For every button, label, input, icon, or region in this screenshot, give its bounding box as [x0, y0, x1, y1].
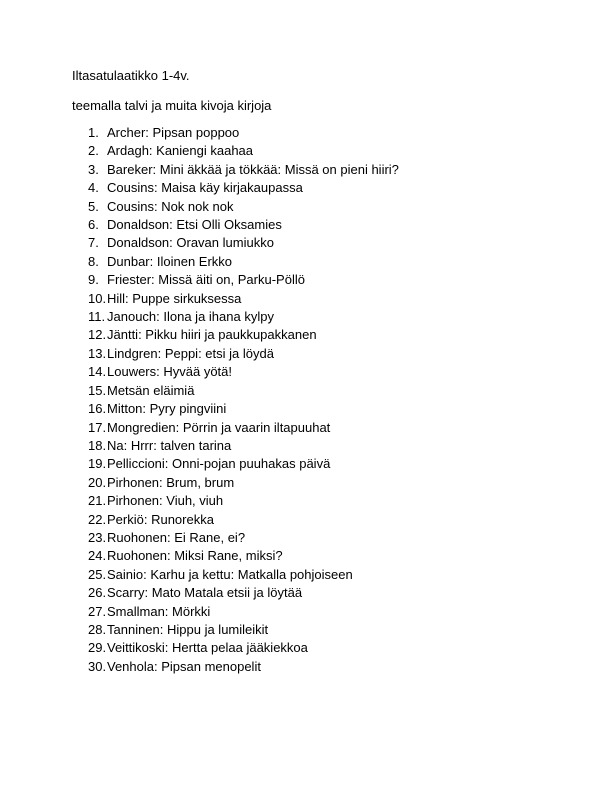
list-item [88, 566, 542, 584]
list-item [88, 455, 542, 473]
list-item-text: Donaldson: Oravan lumiukko [107, 235, 274, 251]
list-item-text: Pelliccioni: Onni-pojan puuhakas päivä [107, 456, 331, 472]
list-item [88, 363, 542, 381]
list-item-text: Pirhonen: Brum, brum [107, 474, 235, 490]
list-item-text: Friester: Missä äiti on, Parku-Pöllö [107, 272, 305, 288]
list-item-text: Janouch: Ilona ja ihana kylpy [107, 309, 274, 325]
list-item-number: 22. [88, 511, 107, 527]
list-item [88, 345, 542, 363]
document-title: Iltasatulaatikko 1-4v. [72, 68, 190, 83]
list-item-number: 6. [88, 217, 99, 233]
list-item-text: Jäntti: Pikku hiiri ja paukkupakkanen [107, 327, 317, 343]
document-content [72, 66, 542, 676]
list-item-number: 20. [88, 474, 107, 490]
list-item [88, 308, 542, 326]
list-item-text: Tanninen: Hippu ja lumileikit [107, 621, 269, 637]
list-item [88, 419, 542, 437]
list-item-number: 21. [88, 493, 107, 509]
list-item [88, 511, 542, 529]
list-item-text: Perkiö: Runorekka [107, 511, 214, 527]
list-item-number: 28. [88, 621, 107, 637]
list-item-text: Dunbar: Iloinen Erkko [107, 253, 233, 269]
list-item-number: 9. [88, 272, 99, 288]
list-item-text: Sainio: Karhu ja kettu: Matkalla pohjoiseen [107, 566, 353, 582]
list-item-number: 30. [88, 658, 107, 674]
list-item [88, 216, 542, 234]
book-list [72, 124, 542, 676]
list-item-text: Mongredien: Pörrin ja vaarin iltapuuhat [107, 419, 331, 435]
list-item [88, 198, 542, 216]
list-item-text: Mitton: Pyry pingviini [107, 401, 227, 417]
list-item [88, 492, 542, 510]
list-item-text: Pirhonen: Viuh, viuh [107, 493, 224, 509]
list-item-number: 5. [88, 198, 99, 214]
list-item [88, 290, 542, 308]
list-item-text: Metsän eläimiä [107, 382, 195, 398]
list-item-number: 13. [88, 345, 107, 361]
list-item [88, 639, 542, 657]
list-item [88, 584, 542, 602]
list-item [88, 621, 542, 639]
list-item [88, 253, 542, 271]
list-item-text: Bareker: Mini äkkää ja tökkää: Missä on pieni hiiri? [107, 161, 399, 177]
list-item-number: 23. [88, 529, 107, 545]
list-item-number: 18. [88, 437, 107, 453]
list-item-number: 11. [88, 309, 106, 325]
list-item-number: 7. [88, 235, 99, 251]
list-item-text: Louwers: Hyvää yötä! [107, 364, 233, 380]
list-item-number: 12. [88, 327, 107, 343]
list-item [88, 271, 542, 289]
list-item [88, 124, 542, 142]
list-item-number: 27. [88, 603, 107, 619]
list-item-text: Donaldson: Etsi Olli Oksamies [107, 217, 282, 233]
list-item-number: 25. [88, 566, 107, 582]
list-item [88, 658, 542, 676]
list-item [88, 437, 542, 455]
list-item-number: 26. [88, 585, 107, 601]
list-item-number: 29. [88, 640, 107, 656]
list-item-text: Ruohonen: Miksi Rane, miksi? [107, 548, 283, 564]
list-item-text: Scarry: Mato Matala etsii ja löytää [107, 585, 303, 601]
list-item-number: 17. [88, 419, 107, 435]
list-item [88, 529, 542, 547]
list-item [88, 547, 542, 565]
list-item-number: 14. [88, 364, 107, 380]
list-item-number: 10. [88, 290, 107, 306]
list-item-number: 3. [88, 161, 99, 177]
list-item-number: 4. [88, 180, 99, 196]
list-item-text: Cousins: Maisa käy kirjakaupassa [107, 180, 303, 196]
list-item-number: 8. [88, 253, 99, 269]
list-item-text: Cousins: Nok nok nok [107, 198, 234, 214]
list-item-number: 19. [88, 456, 107, 472]
list-item [88, 234, 542, 252]
list-item-number: 16. [88, 401, 107, 417]
list-item [88, 603, 542, 621]
list-item-text: Venhola: Pipsan menopelit [107, 658, 261, 674]
document-subtitle: teemalla talvi ja muita kivoja kirjoja [72, 98, 272, 113]
list-item-number: 2. [88, 143, 99, 159]
list-item-text: Smallman: Mörkki [107, 603, 211, 619]
list-item [88, 326, 542, 344]
list-item-text: Hill: Puppe sirkuksessa [107, 290, 242, 306]
list-item-text: Lindgren: Peppi: etsi ja löydä [107, 345, 274, 361]
list-item [88, 474, 542, 492]
list-item [88, 179, 542, 197]
list-item-text: Ardagh: Kaniengi kaahaa [107, 143, 254, 159]
list-item-number: 1. [88, 125, 99, 140]
list-item-number: 24. [88, 548, 107, 564]
list-item-text: Veittikoski: Hertta pelaa jääkiekkoa [107, 640, 308, 656]
list-item-text: Ruohonen: Ei Rane, ei? [107, 529, 246, 545]
list-item [88, 161, 542, 179]
list-item [88, 142, 542, 160]
list-item-number: 15. [88, 382, 107, 398]
list-item-text: Archer: Pipsan poppoo [107, 125, 240, 140]
list-item-text: Na: Hrrr: talven tarina [107, 437, 232, 453]
list-item [88, 382, 542, 400]
list-item [88, 400, 542, 418]
